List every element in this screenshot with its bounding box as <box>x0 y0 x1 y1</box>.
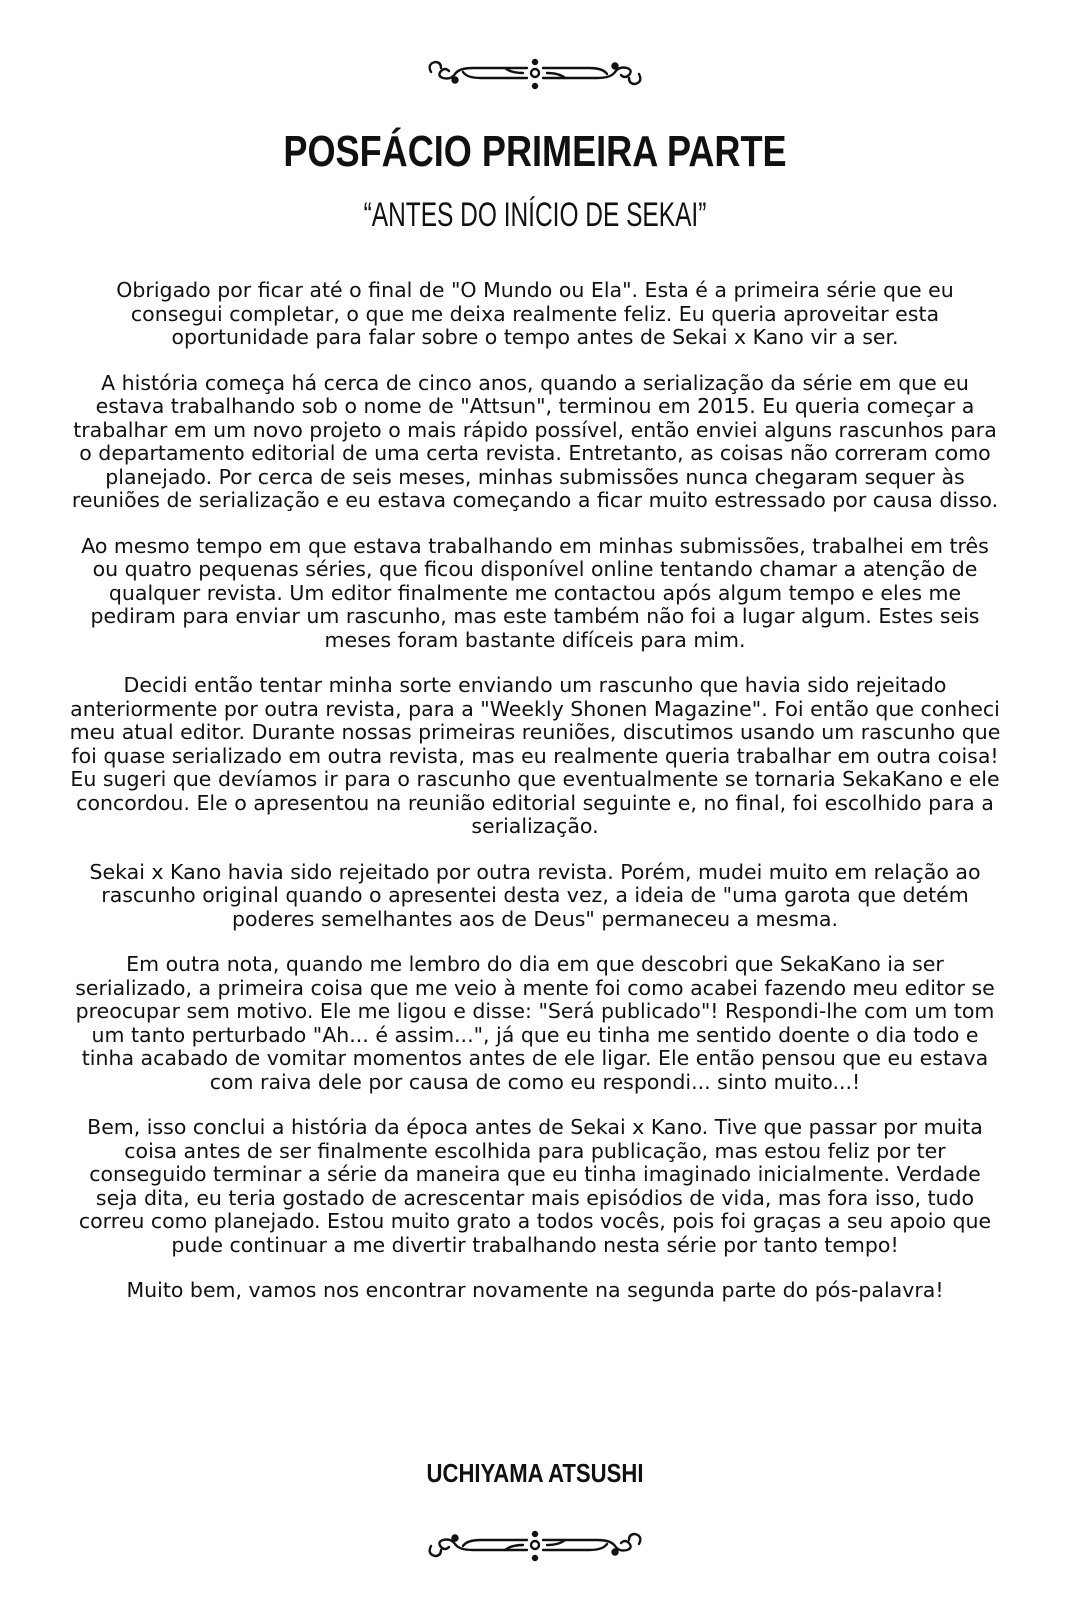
paragraph: Decidi então tentar minha sorte enviando um rascunho que havia sido rejeitado anteriormente por outra revista, para a "Weekly Shonen Magazine". Foi então que conheci meu atual editor. Durante nossas primeiras reuniões, discutimos usando um rascunho que foi quase serializado em outra revista, mas eu realmente queria trabalhar em outra coisa! Eu sugeri que devíamos ir para o rascunho que eventualmente se tornaria SekaKano e ele concordou. Ele o apresentou na reunião editorial seguinte e, no final, foi escolhido para a serialização. <box>69 673 1001 838</box>
author-signature: UCHIYAMA ATSUSHI <box>426 1458 644 1488</box>
page-title: POSFÁCIO PRIMEIRA PARTE <box>283 127 787 176</box>
flourish-divider-icon <box>415 50 655 100</box>
paragraph: Muito bem, vamos nos encontrar novamente na segunda parte do pós-palavra! <box>126 1278 944 1302</box>
paragraph: A história começa há cerca de cinco anos, quando a serialização da série em que eu estava trabalhando sob o nome de "Attsun", terminou em 2015. Eu queria começar a trabalhar em um novo projeto o mais rápido possível, então enviei alguns rascunhos para o departamento editorial de uma certa revista. Entretanto, as coisas não correram como planejado. Por cerca de seis meses, minhas submissões nunca chegaram sequer às reuniões de serialização e eu estava começando a ficar muito estressado por causa disso. <box>71 370 999 512</box>
paragraph: Sekai x Kano havia sido rejeitado por outra revista. Porém, mudei muito em relação ao rascunho original quando o apresentei desta vez, a ideia de "uma garota que detém poderes semelhantes aos de Deus" permaneceu a mesma. <box>89 859 981 931</box>
page-subtitle: “ANTES DO INÍCIO DE SEKAI” <box>363 196 707 234</box>
afterword-body <box>68 279 1002 1325</box>
paragraph: Ao mesmo tempo em que estava trabalhando em minhas submissões, trabalhei em três ou quatro pequenas séries, que ficou disponível online tentando chamar a atenção de qualquer revista. Um editor finalmente me contactou após algum tempo e eles me pediram para enviar um rascunho, mas este também não foi a lugar algum. Estes seis meses foram bastante difíceis para mim. <box>81 533 989 652</box>
paragraph: Bem, isso conclui a história da época antes de Sekai x Kano. Tive que passar por muita coisa antes de ser finalmente escolhida para publicação, mas estou feliz por ter conseguido terminar a série da maneira que eu tinha imaginado inicialmente. Verdade seja dita, eu teria gostado de acrescentar mais episódios de vida, mas fora isso, tudo correu como planejado. Estou muito grato a todos vocês, pois foi graças a seu apoio que pude continuar a me divertir trabalhando nesta série por tanto tempo! <box>78 1115 992 1257</box>
paragraph: Em outra nota, quando me lembro do dia em que descobri que SekaKano ia ser serializado, a primeira coisa que me veio à mente foi como acabei fazendo meu editor se preocupar sem motivo. Ele me ligou e disse: "Será publicado"! Respondi-lhe com um tom um tanto perturbado "Ah... é assim...", já que eu tinha me sentido doente o dia todo e tinha acabado de vomitar momentos antes de ele ligar. Ele então pensou que eu estava com raiva dele por causa de como eu respondi... sinto muito...! <box>75 952 995 1094</box>
top-flourish-divider <box>0 50 1070 100</box>
bottom-flourish-divider <box>0 1522 1070 1572</box>
paragraph: Obrigado por ficar até o final de "O Mundo ou Ela". Esta é a primeira série que eu consegui completar, o que me deixa realmente feliz. Eu queria aproveitar esta oportunidade para falar sobre o tempo antes de Sekai x Kano vir a ser. <box>116 278 954 349</box>
flourish-divider-icon <box>415 1522 655 1572</box>
